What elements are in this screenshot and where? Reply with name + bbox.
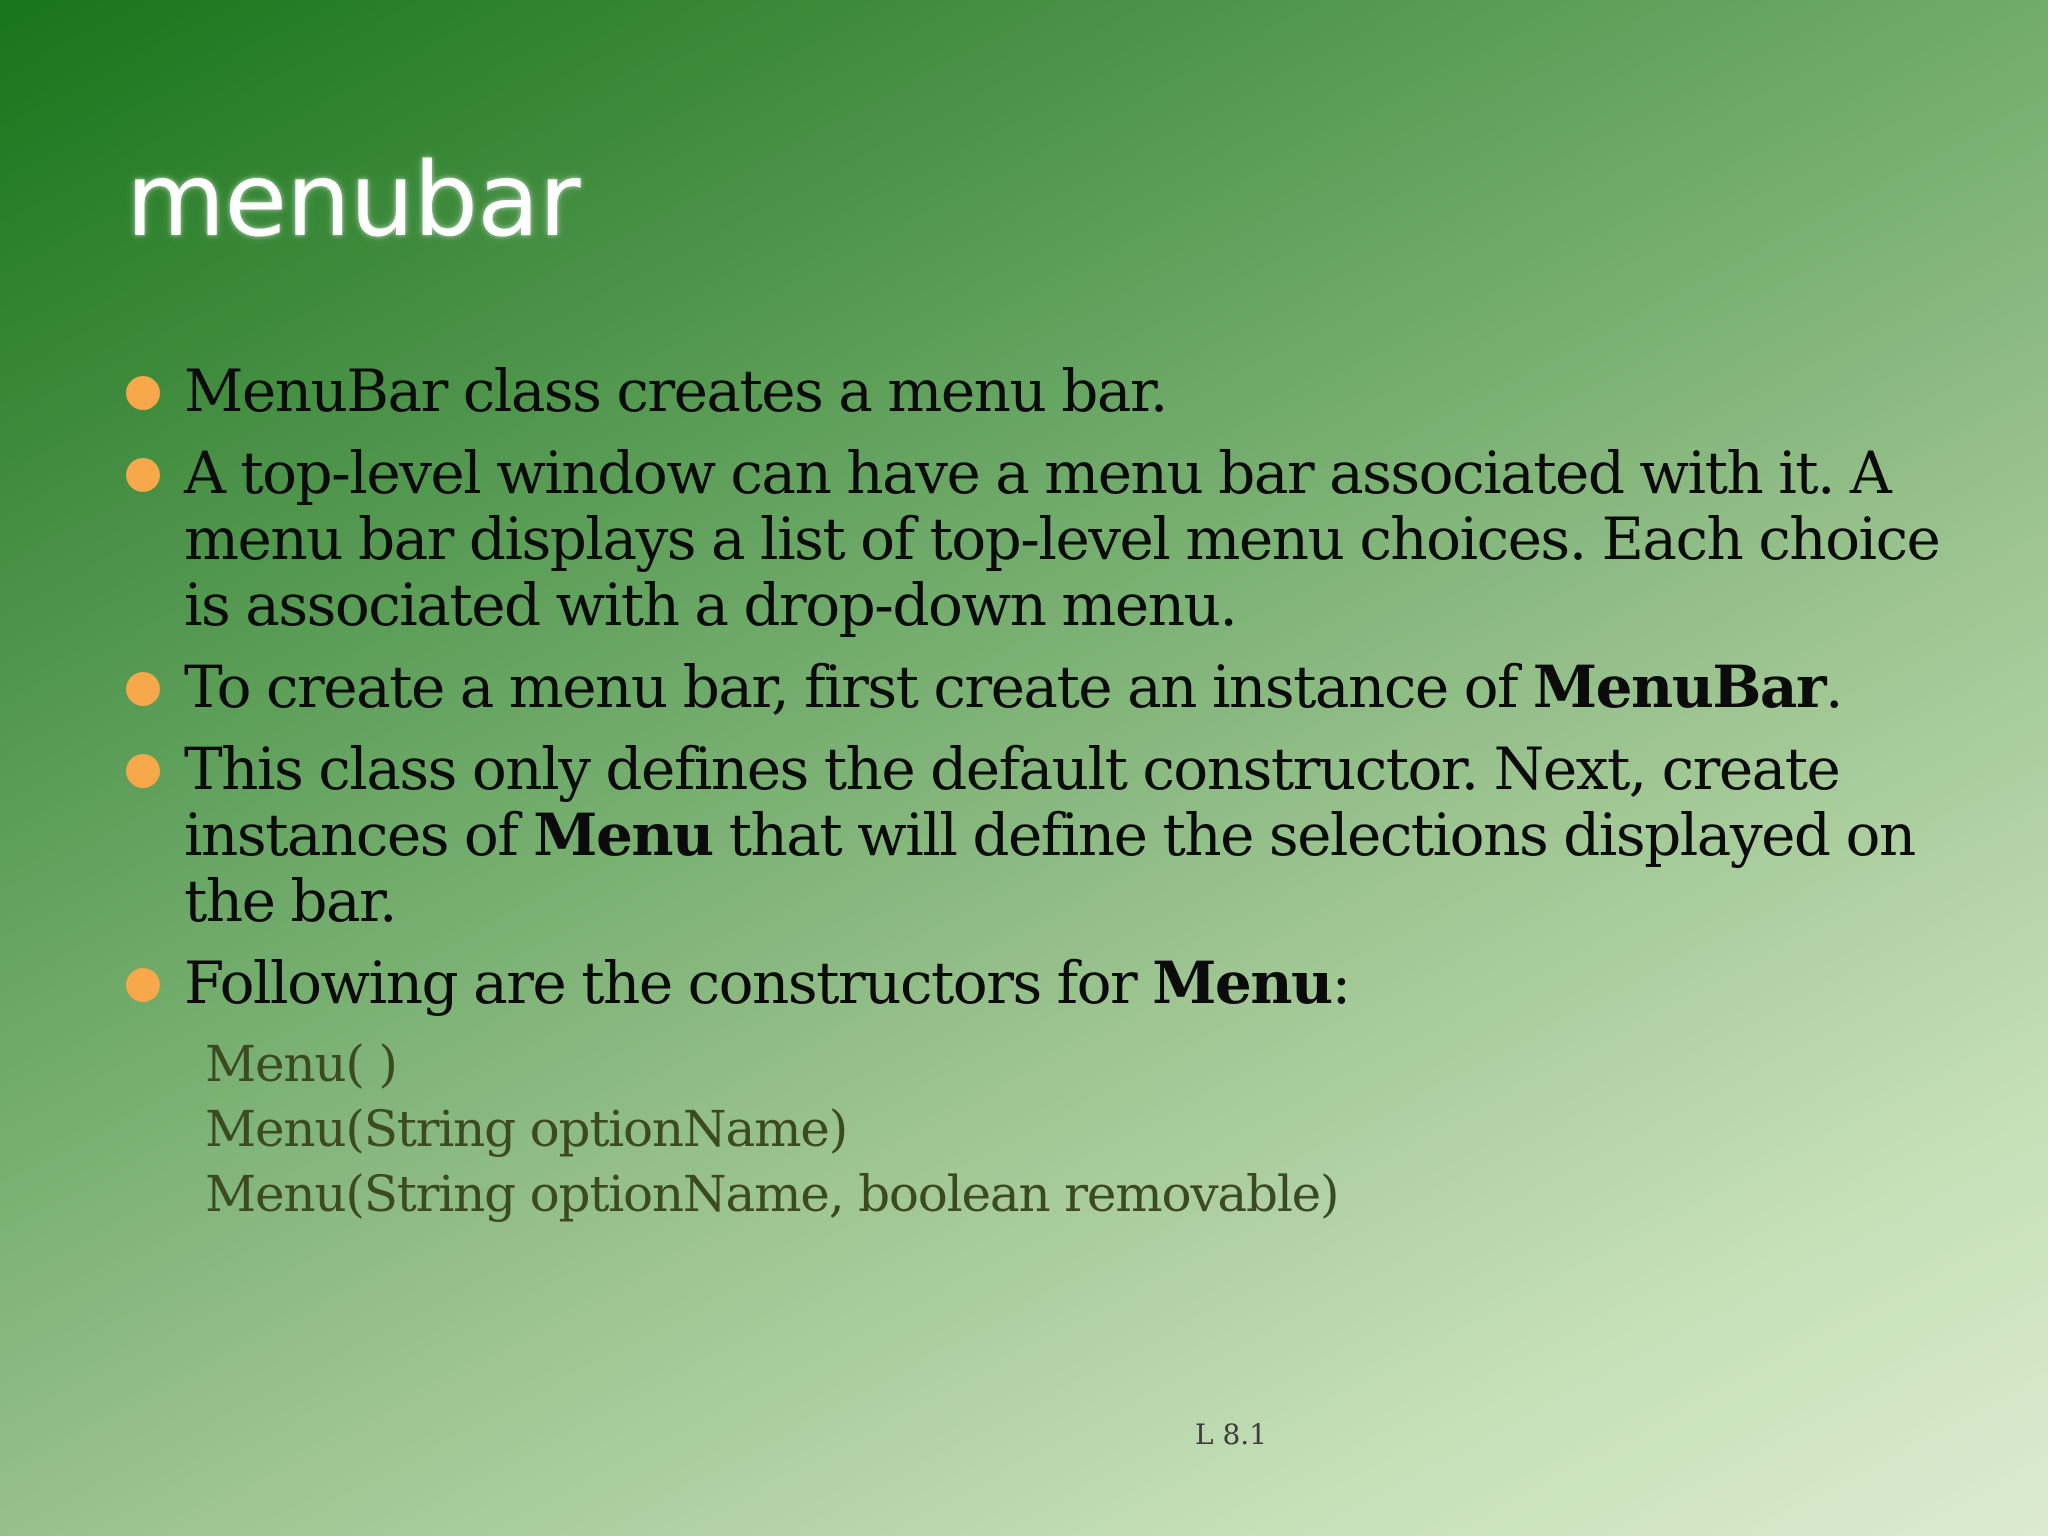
bullet-text: :: [1331, 949, 1350, 1017]
bullet-text: Following are the constructors for: [184, 949, 1153, 1017]
bullet-text: A top-level window can have a menu bar associated with it. A menu bar displays a list of top-level menu choices. Each choice is associated with a drop-down menu.: [184, 439, 1940, 639]
bullet-item: [126, 950, 1956, 1016]
bullet-list: [126, 358, 1956, 1032]
bullet-dot-icon: [126, 376, 160, 410]
slide-number: L 8.1: [1195, 1418, 1268, 1451]
bullet-dot-icon: [126, 968, 160, 1002]
bullet-dot-icon: [126, 672, 160, 706]
constructor-list: [205, 1032, 1338, 1227]
bullet-item: [126, 440, 1956, 638]
slide-title: menubar: [126, 141, 580, 260]
bullet-emphasis: MenuBar: [1532, 653, 1826, 721]
constructor-line: Menu(String optionName): [205, 1100, 848, 1158]
bullet-text: MenuBar class creates a menu bar.: [184, 357, 1167, 425]
bullet-dot-icon: [126, 458, 160, 492]
bullet-text: This class only defines the default constructor. Next, create instances of: [184, 735, 1840, 869]
bullet-emphasis: Menu: [1152, 949, 1332, 1017]
bullet-text: that will define the selections displayed on the bar.: [184, 801, 1915, 935]
bullet-text: To create a menu bar, first create an instance of: [184, 653, 1533, 721]
constructor-line: Menu(String optionName, boolean removable): [205, 1165, 1339, 1223]
bullet-dot-icon: [126, 754, 160, 788]
bullet-emphasis: Menu: [533, 801, 713, 869]
bullet-text: .: [1825, 653, 1842, 721]
bullet-item: [126, 736, 1956, 934]
bullet-item: [126, 654, 1956, 720]
constructor-line: Menu( ): [205, 1035, 397, 1093]
bullet-item: [126, 358, 1956, 424]
